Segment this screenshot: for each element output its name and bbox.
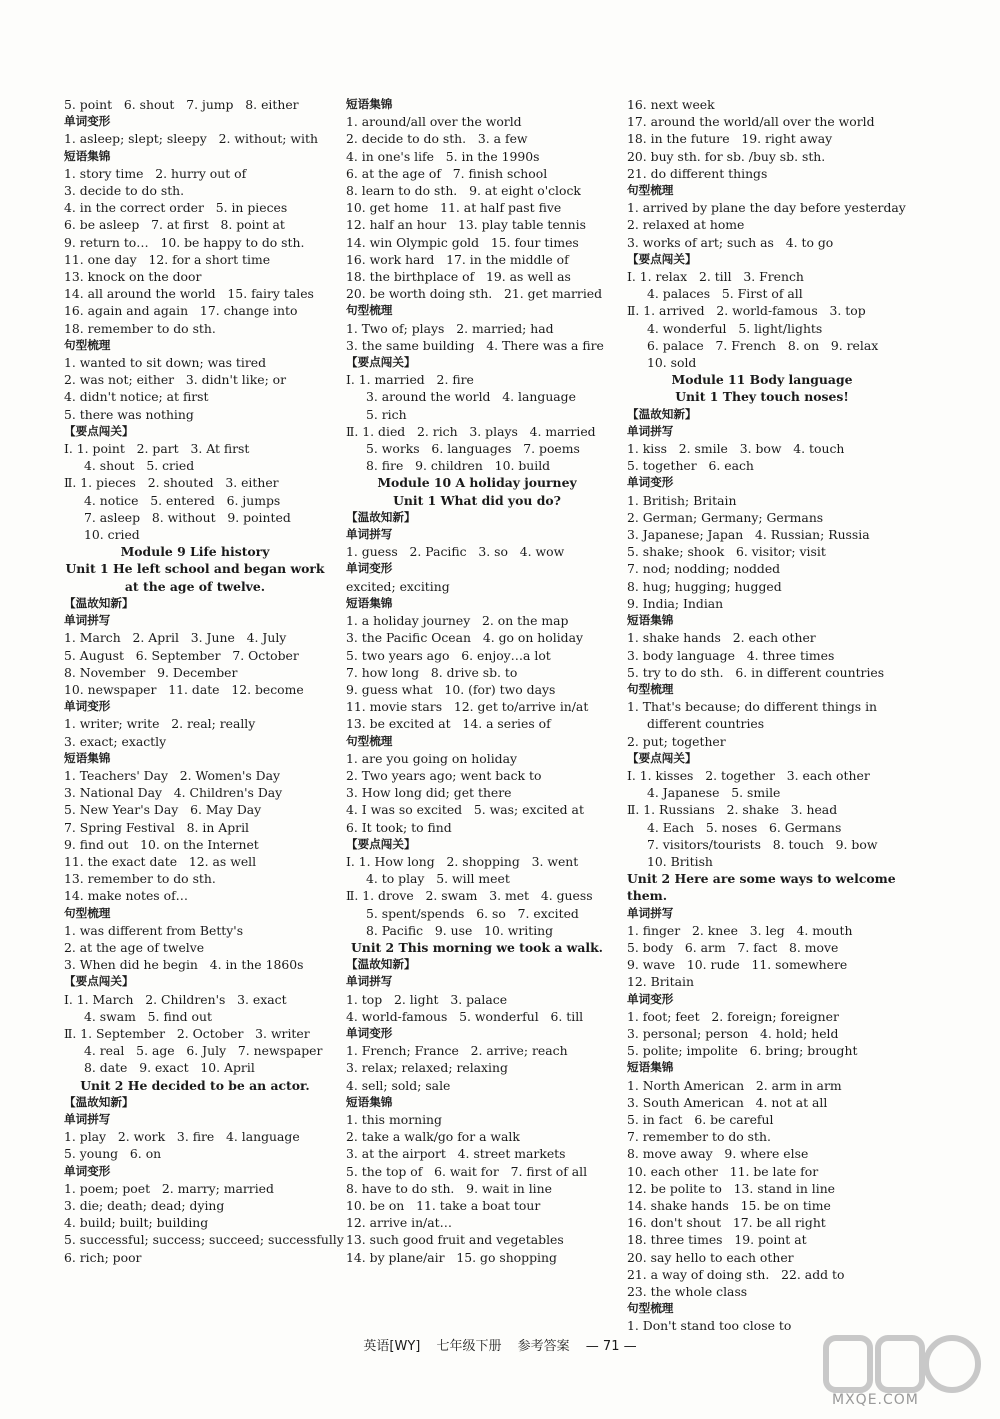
section-heading: 句型梳理 bbox=[346, 733, 393, 748]
answer-line: 5. point 6. shout 7. jump 8. either bbox=[64, 97, 299, 112]
answer-line: 1. was different from Betty's bbox=[64, 922, 244, 938]
answer-line: 1. British; Britain bbox=[627, 492, 737, 508]
section-heading: 句型梳理 bbox=[627, 1301, 674, 1316]
answer-line: 7. how long 8. drive sb. to bbox=[346, 664, 518, 680]
answer-line: 8. have to do sth. 9. wait in line bbox=[346, 1180, 552, 1196]
answer-line: excited; exciting bbox=[346, 578, 450, 594]
answer-line: 21. a way of doing sth. 22. add to bbox=[627, 1266, 845, 1282]
answer-line: 6. rich; poor bbox=[64, 1249, 142, 1265]
answer-line: 1. story time 2. hurry out of bbox=[64, 165, 247, 181]
answer-line: 3. the Pacific Ocean 4. go on holiday bbox=[346, 630, 583, 646]
answer-line: 10. sold bbox=[647, 355, 697, 371]
unit-title: Unit 2 He decided to be an actor. bbox=[80, 1077, 310, 1093]
section-heading: 句型梳理 bbox=[64, 905, 111, 920]
answer-line: 6. be asleep 7. at first 8. point at bbox=[64, 217, 285, 233]
answer-line: 1. arrived by plane the day before yesterday bbox=[627, 200, 906, 216]
unit-title: Unit 1 He left school and began work at the age of twelve. bbox=[65, 561, 325, 594]
answer-line: 5. try to do sth. 6. in different countries bbox=[627, 664, 885, 680]
answer-line: 4. sell; sold; sale bbox=[346, 1077, 451, 1093]
answer-line: 1. asleep; slept; sleepy 2. without; with bbox=[64, 131, 318, 147]
unit-title: Module 10 A holiday journey bbox=[377, 475, 577, 491]
answer-line: 7. asleep 8. without 9. pointed bbox=[84, 509, 291, 525]
answer-line: 1. North American 2. arm in arm bbox=[627, 1077, 842, 1093]
answer-line: 18. three times 19. point at bbox=[627, 1232, 807, 1248]
answer-line: 7. remember to do sth. bbox=[627, 1129, 771, 1145]
section-heading: 短语集锦 bbox=[64, 148, 111, 163]
answer-line: 2. put; together bbox=[627, 733, 726, 749]
answer-line: 1. around/all over the world bbox=[346, 114, 522, 130]
answer-line: 9. return to… 10. be happy to do sth. bbox=[64, 234, 305, 250]
answer-line: 12. half an hour 13. play table tennis bbox=[346, 217, 586, 233]
answer-line: 2. take a walk/go for a walk bbox=[346, 1129, 520, 1145]
answer-line: 8. Pacific 9. use 10. writing bbox=[366, 922, 554, 938]
answer-line: Ⅰ. 1. How long 2. shopping 3. went bbox=[346, 853, 579, 869]
answer-line: 16. work hard 17. in the middle of bbox=[346, 251, 569, 267]
answer-line: 5. works 6. languages 7. poems bbox=[366, 441, 580, 457]
answer-line: 14. shake hands 15. be on time bbox=[627, 1198, 831, 1213]
answer-line: 8. fire 9. children 10. build bbox=[366, 458, 551, 474]
unit-title: Unit 2 This morning we took a walk. bbox=[351, 939, 603, 955]
answer-line: 3. body language 4. three times bbox=[627, 647, 835, 663]
unit-title: Unit 1 What did you do? bbox=[393, 492, 561, 508]
section-heading: 【温故知新】 bbox=[64, 595, 134, 610]
answer-line: 3. South American 4. not at all bbox=[627, 1094, 828, 1110]
answer-line: 10. get home 11. at half past five bbox=[346, 200, 562, 216]
section-heading: 短语集锦 bbox=[64, 750, 111, 765]
answer-line: 1. play 2. work 3. fire 4. language bbox=[64, 1129, 300, 1145]
section-heading: 【温故知新】 bbox=[346, 957, 416, 972]
section-heading: 单词拼写 bbox=[627, 905, 674, 920]
answer-line: 4. wonderful 5. light/lights bbox=[647, 320, 823, 336]
answer-line: 1. French; France 2. arrive; reach bbox=[346, 1043, 568, 1059]
answer-line: Ⅱ. 1. September 2. October 3. writer bbox=[64, 1025, 310, 1041]
answer-line: 4. shout 5. cried bbox=[84, 458, 195, 474]
answer-column-3 bbox=[627, 96, 906, 1335]
answer-line: 10. newspaper 11. date 12. become bbox=[64, 681, 304, 697]
answer-line: 3. the same building 4. There was a fire bbox=[346, 337, 604, 353]
page-number: — 71 — bbox=[585, 1339, 637, 1354]
answer-line: 1. wanted to sit down; was tired bbox=[64, 355, 267, 371]
answer-line: 21. do different things bbox=[627, 165, 768, 181]
answer-line: 5. polite; impolite 6. bring; brought bbox=[627, 1043, 858, 1059]
answer-line: 3. works of art; such as 4. to go bbox=[627, 234, 834, 250]
answer-line: 2. Two years ago; went back to bbox=[346, 767, 542, 783]
section-heading: 单词拼写 bbox=[64, 1111, 111, 1126]
answer-line: 4. build; built; building bbox=[64, 1215, 209, 1231]
answer-line: 5. rich bbox=[366, 406, 407, 422]
section-heading: 单词变形 bbox=[346, 1025, 393, 1040]
answer-line: 2. was not; either 3. didn't like; or bbox=[64, 372, 287, 388]
answer-line: 1. writer; write 2. real; really bbox=[64, 716, 256, 732]
answer-line: 23. the whole class bbox=[627, 1284, 748, 1300]
answer-line: 14. all around the world 15. fairy tales bbox=[64, 286, 314, 302]
answer-line: 13. such good fruit and vegetables bbox=[346, 1232, 564, 1248]
answer-line: 1. foot; feet 2. foreign; foreigner bbox=[627, 1008, 839, 1024]
section-heading: 单词变形 bbox=[627, 475, 674, 490]
answer-line: 4. Each 5. noses 6. Germans bbox=[647, 819, 842, 835]
answer-line: 9. guess what 10. (for) two days bbox=[346, 681, 556, 697]
answer-line: 2. relaxed at home bbox=[627, 217, 745, 233]
answer-line: 17. around the world/all over the world bbox=[627, 114, 875, 130]
footer-subject: 英语[WY] bbox=[363, 1339, 421, 1354]
answer-line: 3. personal; person 4. hold; held bbox=[627, 1025, 839, 1041]
answer-line: 2. decide to do sth. 3. a few bbox=[346, 131, 528, 147]
answer-line: 8. hug; hugging; hugged bbox=[627, 578, 782, 594]
answer-line: 1. March 2. April 3. June 4. July bbox=[64, 630, 287, 646]
answer-line: 2. at the age of twelve bbox=[64, 939, 205, 955]
answer-line: 1. a holiday journey 2. on the map bbox=[346, 613, 569, 629]
answer-line: 9. India; Indian bbox=[627, 595, 724, 611]
answer-line: 3. Japanese; Japan 4. Russian; Russia bbox=[627, 527, 870, 543]
section-heading: 单词变形 bbox=[64, 1163, 111, 1178]
answer-line: 11. movie stars 12. get to/arrive in/at bbox=[346, 699, 589, 715]
answer-line: 3. at the airport 4. street markets bbox=[346, 1146, 566, 1162]
answer-line: 4. world-famous 5. wonderful 6. till bbox=[346, 1008, 584, 1024]
section-heading: 单词变形 bbox=[627, 991, 674, 1006]
answer-line: 9. wave 10. rude 11. somewhere bbox=[627, 957, 848, 973]
answer-line: 3. die; death; dead; dying bbox=[64, 1198, 225, 1213]
answer-line: 4. real 5. age 6. July 7. newspaper bbox=[84, 1043, 323, 1059]
answer-line: 4. to play 5. will meet bbox=[366, 871, 510, 887]
answer-line: 1. kiss 2. smile 3. bow 4. touch bbox=[627, 441, 845, 457]
section-heading: 单词拼写 bbox=[64, 613, 111, 628]
answer-line: 4. palaces 5. First of all bbox=[647, 286, 803, 302]
answer-line: Ⅰ. 1. married 2. fire bbox=[346, 372, 474, 388]
answer-line: 12. arrive in/at… bbox=[346, 1215, 452, 1231]
section-heading: 短语集锦 bbox=[346, 595, 393, 610]
answer-line: 16. again and again 17. change into bbox=[64, 303, 298, 319]
section-heading: 单词拼写 bbox=[346, 527, 393, 542]
section-heading: 单词变形 bbox=[346, 561, 393, 576]
answer-line: 16. don't shout 17. be all right bbox=[627, 1215, 826, 1231]
section-heading: 短语集锦 bbox=[627, 1060, 674, 1075]
answer-line: Ⅰ. 1. March 2. Children's 3. exact bbox=[64, 991, 287, 1007]
section-heading: 【要点闯关】 bbox=[627, 750, 697, 765]
answer-line: 1. shake hands 2. each other bbox=[627, 630, 816, 646]
footer-label: 参考答案 bbox=[517, 1339, 570, 1354]
answer-line: 5. body 6. arm 7. fact 8. move bbox=[627, 939, 839, 955]
answer-line: 5. the top of 6. wait for 7. first of all bbox=[346, 1163, 588, 1179]
section-heading: 单词拼写 bbox=[346, 974, 393, 989]
answer-line: Ⅰ. 1. relax 2. till 3. French bbox=[627, 269, 804, 285]
answer-line: 3. decide to do sth. bbox=[64, 183, 185, 199]
section-heading: 短语集锦 bbox=[346, 1094, 393, 1109]
answer-line: 4. didn't notice; at first bbox=[64, 389, 209, 405]
answer-line: 1. That's because; do different things in bbox=[627, 699, 878, 715]
answer-line: Ⅱ. 1. drove 2. swam 3. met 4. guess bbox=[346, 888, 593, 904]
answer-line: 6. It took; to find bbox=[346, 819, 452, 835]
answer-line: 1. this morning bbox=[346, 1111, 442, 1127]
answer-line: 20. be worth doing sth. 21. get married bbox=[346, 286, 603, 302]
answer-line: 18. remember to do sth. bbox=[64, 320, 216, 336]
answer-line: 8. date 9. exact 10. April bbox=[84, 1060, 255, 1076]
answer-line: 4. notice 5. entered 6. jumps bbox=[84, 492, 281, 508]
answer-line: 1. guess 2. Pacific 3. so 4. wow bbox=[346, 544, 565, 560]
answer-line: 14. make notes of… bbox=[64, 888, 189, 904]
answer-line: 1. top 2. light 3. palace bbox=[346, 991, 508, 1007]
section-heading: 【要点闯关】 bbox=[346, 355, 416, 370]
answer-line: 7. Spring Festival 8. in April bbox=[64, 819, 250, 835]
answer-line: 5. August 6. September 7. October bbox=[64, 647, 299, 663]
answer-line: 3. How long did; get there bbox=[346, 785, 512, 801]
section-heading: 句型梳理 bbox=[627, 183, 674, 198]
answer-line: 5. there was nothing bbox=[64, 406, 194, 422]
section-heading: 【要点闯关】 bbox=[627, 251, 697, 266]
section-heading: 【要点闯关】 bbox=[64, 423, 134, 438]
section-heading: 【温故知新】 bbox=[627, 406, 697, 421]
answer-line: 10. be on 11. take a boat tour bbox=[346, 1198, 541, 1213]
answer-line: 5. successful; success; succeed; successfully bbox=[64, 1232, 344, 1248]
answer-line: 2. German; Germany; Germans bbox=[627, 509, 824, 525]
section-heading: 句型梳理 bbox=[64, 337, 111, 352]
answer-line: 13. knock on the door bbox=[64, 269, 202, 285]
section-heading: 【要点闯关】 bbox=[64, 974, 134, 989]
answer-line: 4. Japanese 5. smile bbox=[647, 785, 781, 801]
answer-line: Ⅰ. 1. point 2. part 3. At first bbox=[64, 441, 250, 457]
answer-line: 5. shake; shook 6. visitor; visit bbox=[627, 544, 826, 560]
footer-grade: 七年级下册 bbox=[436, 1339, 502, 1354]
answer-line: 1. finger 2. knee 3. leg 4. mouth bbox=[627, 922, 853, 938]
answer-column-2 bbox=[346, 96, 608, 1266]
section-heading: 单词变形 bbox=[64, 699, 111, 714]
answer-line: 3. When did he begin 4. in the 1860s bbox=[64, 957, 304, 973]
answer-line: 20. say hello to each other bbox=[627, 1249, 794, 1265]
answer-line: 4. in one's life 5. in the 1990s bbox=[346, 148, 540, 164]
section-heading: 单词拼写 bbox=[627, 423, 674, 438]
answer-line: 3. relax; relaxed; relaxing bbox=[346, 1060, 508, 1076]
answer-line: 18. in the future 19. right away bbox=[627, 131, 833, 147]
answer-line: 20. buy sth. for sb. /buy sb. sth. bbox=[627, 148, 826, 164]
section-heading: 句型梳理 bbox=[627, 681, 674, 696]
section-heading: 短语集锦 bbox=[346, 97, 393, 111]
answer-line: 11. the exact date 12. as well bbox=[64, 853, 257, 869]
unit-title: Module 9 Life history bbox=[120, 544, 270, 560]
answer-line: 1. are you going on holiday bbox=[346, 750, 517, 766]
answer-line: Ⅱ. 1. died 2. rich 3. plays 4. married bbox=[346, 423, 596, 439]
answer-line: 12. be polite to 13. stand in line bbox=[627, 1180, 836, 1196]
answer-line: 12. Britain bbox=[627, 974, 694, 990]
section-heading: 句型梳理 bbox=[346, 303, 393, 318]
answer-line: 13. be excited at 14. a series of bbox=[346, 716, 551, 732]
answer-line: 11. one day 12. for a short time bbox=[64, 251, 271, 267]
answer-line: Ⅱ. 1. pieces 2. shouted 3. either bbox=[64, 475, 279, 491]
answer-line: Ⅱ. 1. arrived 2. world-famous 3. top bbox=[627, 303, 866, 319]
unit-title: Module 11 Body language bbox=[671, 372, 853, 388]
answer-line: 5. spent/spends 6. so 7. excited bbox=[366, 905, 579, 921]
section-heading: 【要点闯关】 bbox=[346, 836, 416, 851]
answer-line: 16. next week bbox=[627, 97, 715, 112]
answer-line: 5. two years ago 6. enjoy…a lot bbox=[346, 647, 551, 663]
answer-line: Ⅱ. 1. Russians 2. shake 3. head bbox=[627, 802, 838, 818]
answer-line: 7. nod; nodding; nodded bbox=[627, 561, 781, 577]
answer-line: 5. New Year's Day 6. May Day bbox=[64, 802, 262, 818]
answer-line: 10. each other 11. be late for bbox=[627, 1163, 819, 1179]
answer-line: 5. in fact 6. be careful bbox=[627, 1111, 774, 1127]
answer-line: 7. visitors/tourists 8. touch 9. bow bbox=[647, 836, 878, 852]
section-heading: 单词变形 bbox=[64, 114, 111, 129]
answer-line: 10. British bbox=[647, 853, 713, 869]
answer-line: 3. exact; exactly bbox=[64, 733, 167, 749]
unit-title: Unit 1 They touch noses! bbox=[675, 389, 849, 405]
answer-line: 9. find out 10. on the Internet bbox=[64, 836, 259, 852]
answer-line: 1. Don't stand too close to bbox=[627, 1318, 792, 1334]
answer-line: Ⅰ. 1. kisses 2. together 3. each other bbox=[627, 767, 870, 783]
answer-line: 13. remember to do sth. bbox=[64, 871, 216, 887]
answer-line: 14. win Olympic gold 15. four times bbox=[346, 234, 579, 250]
answer-line: 1. Two of; plays 2. married; had bbox=[346, 320, 554, 336]
answer-line: 3. National Day 4. Children's Day bbox=[64, 785, 283, 801]
answer-line: 1. Teachers' Day 2. Women's Day bbox=[64, 767, 280, 783]
answer-line: 6. palace 7. French 8. on 9. relax bbox=[647, 337, 879, 353]
answer-line: 8. November 9. December bbox=[64, 664, 238, 680]
answer-line: 5. together 6. each bbox=[627, 458, 754, 474]
answer-line: 3. around the world 4. language bbox=[366, 389, 576, 405]
unit-title: Unit 2 Here are some ways to welcome them. bbox=[627, 871, 896, 904]
answer-column-1 bbox=[64, 96, 344, 1266]
section-heading: 【温故知新】 bbox=[64, 1094, 134, 1109]
section-heading: 【温故知新】 bbox=[346, 509, 416, 524]
answer-line: different countries bbox=[647, 716, 765, 732]
answer-line: 6. at the age of 7. finish school bbox=[346, 165, 548, 181]
answer-line: 14. by plane/air 15. go shopping bbox=[346, 1249, 557, 1265]
watermark-url: MXQE.COM bbox=[832, 1392, 919, 1408]
section-heading: 短语集锦 bbox=[627, 613, 674, 628]
answer-line: 4. swam 5. find out bbox=[84, 1008, 212, 1024]
answer-line: 18. the birthplace of 19. as well as bbox=[346, 269, 571, 285]
answer-line: 4. in the correct order 5. in pieces bbox=[64, 200, 288, 216]
answer-line: 4. I was so excited 5. was; excited at bbox=[346, 802, 584, 818]
answer-line: 5. young 6. on bbox=[64, 1146, 162, 1162]
answer-line: 8. learn to do sth. 9. at eight o'clock bbox=[346, 183, 581, 199]
answer-line: 10. cried bbox=[84, 527, 140, 543]
answer-line: 8. move away 9. where else bbox=[627, 1146, 809, 1162]
answer-line: 1. poem; poet 2. marry; married bbox=[64, 1180, 274, 1196]
